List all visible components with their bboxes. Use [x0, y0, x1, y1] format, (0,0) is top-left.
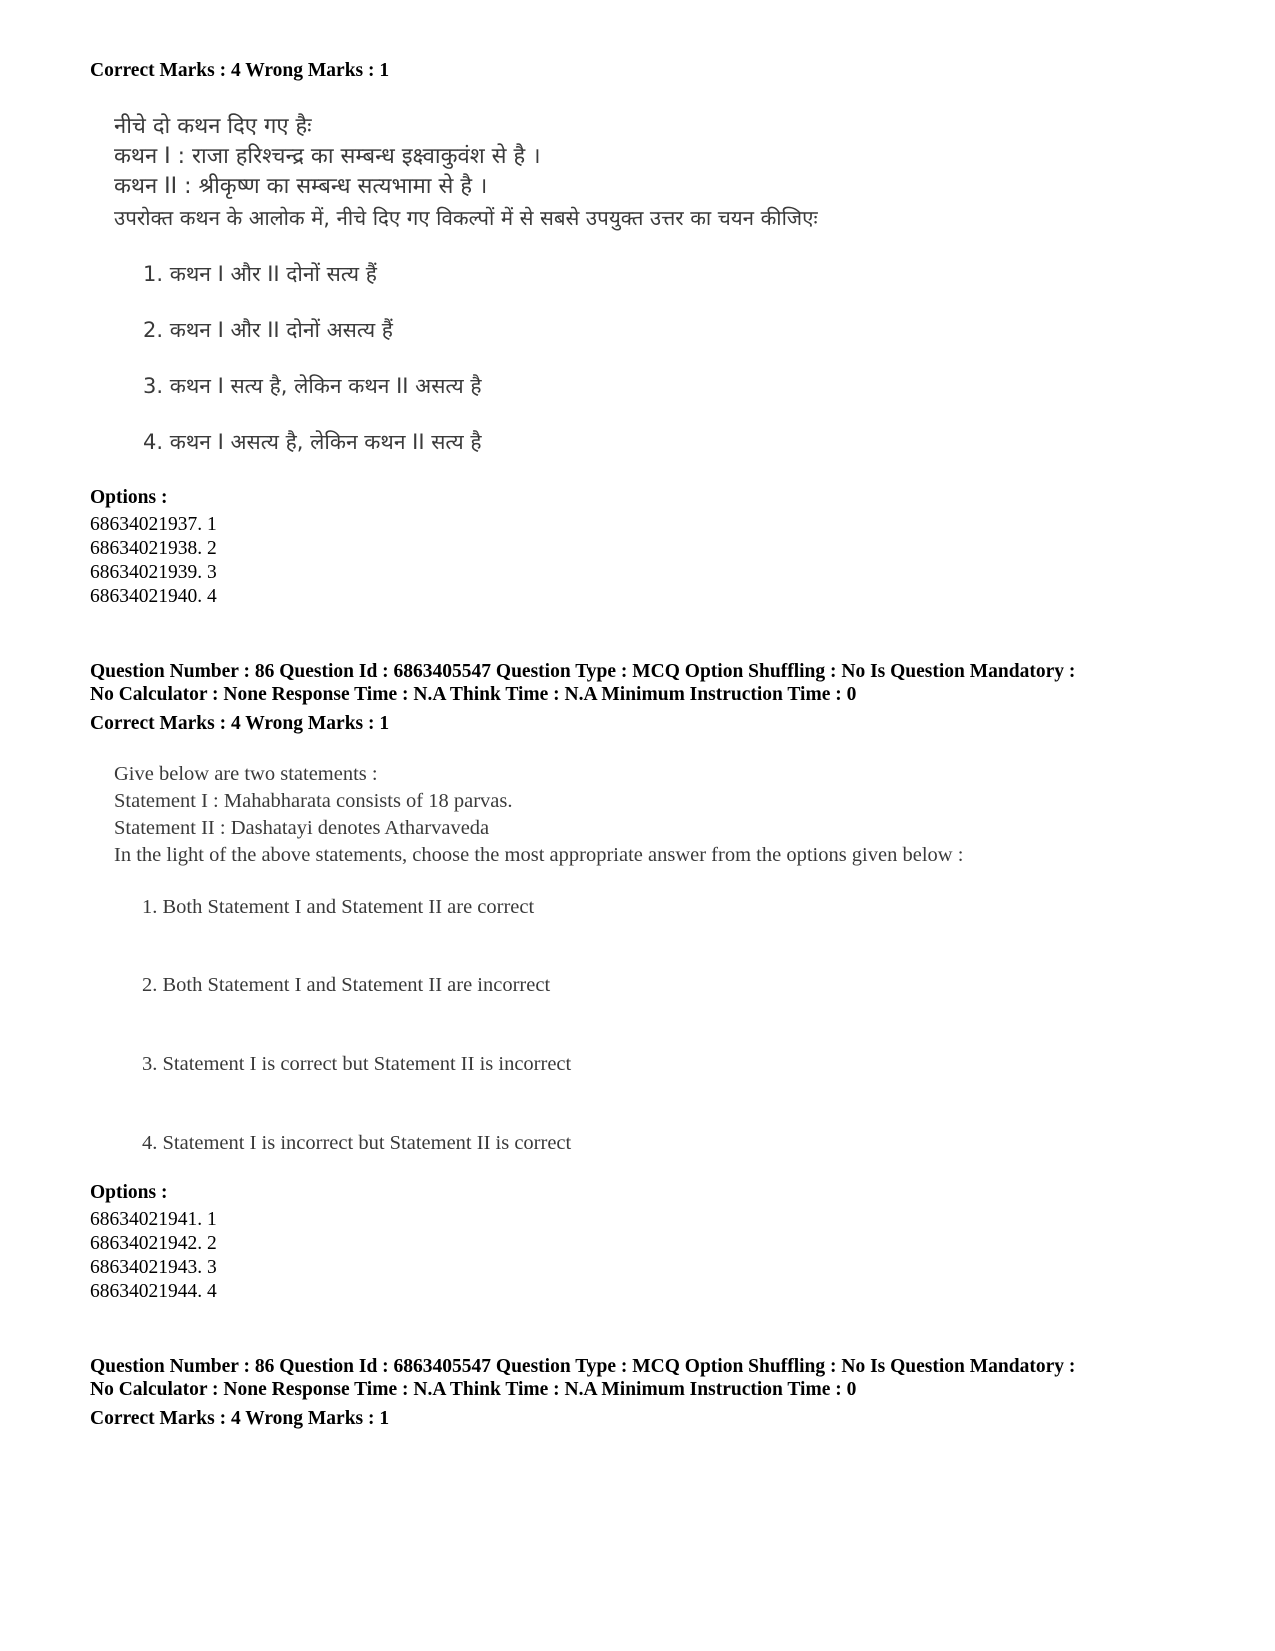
- choice-item: 2. कथन I और II दोनों असत्य हैं: [143, 318, 393, 342]
- question-line: नीचे दो कथन दिए गए हैः: [114, 114, 312, 139]
- question-header-line: Question Number : 86 Question Id : 6863405547 Question Type : MCQ Option Shuffling : No Is Question Mandatory :: [90, 661, 1076, 682]
- options-list: [90, 1208, 217, 1304]
- option-item: 68634021943. 3: [90, 1257, 217, 1278]
- question-line: In the light of the above statements, choose the most appropriate answer from the options given below :: [114, 844, 964, 866]
- option-item: 68634021939. 3: [90, 562, 217, 583]
- question-header-line: No Calculator : None Response Time : N.A Think Time : N.A Minimum Instruction Time : 0: [90, 684, 857, 705]
- choice-item: 1. कथन I और II दोनों सत्य हैं: [143, 262, 377, 286]
- options-label: Options :: [90, 487, 168, 508]
- choice-item: 3. Statement I is correct but Statement II is incorrect: [142, 1053, 572, 1075]
- question-line: Give below are two statements :: [114, 763, 378, 785]
- choice-item: 2. Both Statement I and Statement II are incorrect: [142, 974, 551, 996]
- choice-item: 4. कथन I असत्य है, लेकिन कथन II सत्य है: [143, 430, 482, 454]
- question-line: कथन I : राजा हरिश्चन्द्र का सम्बन्ध इक्ष्वाकुवंश से है ।: [114, 144, 541, 169]
- question-line: Statement I : Mahabharata consists of 18 parvas.: [114, 790, 513, 812]
- option-item: 68634021938. 2: [90, 538, 217, 559]
- question-line: Statement II : Dashatayi denotes Atharvaveda: [114, 817, 490, 839]
- question-line: कथन II : श्रीकृष्ण का सम्बन्ध सत्यभामा से है ।: [114, 174, 488, 199]
- question-line: उपरोक्त कथन के आलोक में, नीचे दिए गए विकल्पों में से सबसे उपयुक्त उत्तर का चयन कीजिएः: [114, 206, 818, 230]
- choice-item: 4. Statement I is incorrect but Statement II is correct: [142, 1132, 572, 1154]
- option-item: 68634021937. 1: [90, 514, 217, 535]
- options-label: Options :: [90, 1182, 168, 1203]
- option-item: 68634021941. 1: [90, 1209, 217, 1230]
- option-item: 68634021940. 4: [90, 586, 217, 607]
- marks-line: Correct Marks : 4 Wrong Marks : 1: [90, 1408, 390, 1429]
- marks-line: Correct Marks : 4 Wrong Marks : 1: [90, 60, 390, 81]
- choice-item: 3. कथन I सत्य है, लेकिन कथन II असत्य है: [143, 374, 482, 398]
- question-header-line: No Calculator : None Response Time : N.A Think Time : N.A Minimum Instruction Time : 0: [90, 1379, 857, 1400]
- marks-line: Correct Marks : 4 Wrong Marks : 1: [90, 713, 390, 734]
- option-item: 68634021944. 4: [90, 1281, 217, 1302]
- option-item: 68634021942. 2: [90, 1233, 217, 1254]
- question-header-line: Question Number : 86 Question Id : 6863405547 Question Type : MCQ Option Shuffling : No Is Question Mandatory :: [90, 1356, 1076, 1377]
- choice-item: 1. Both Statement I and Statement II are correct: [142, 896, 535, 918]
- options-list: [90, 513, 217, 609]
